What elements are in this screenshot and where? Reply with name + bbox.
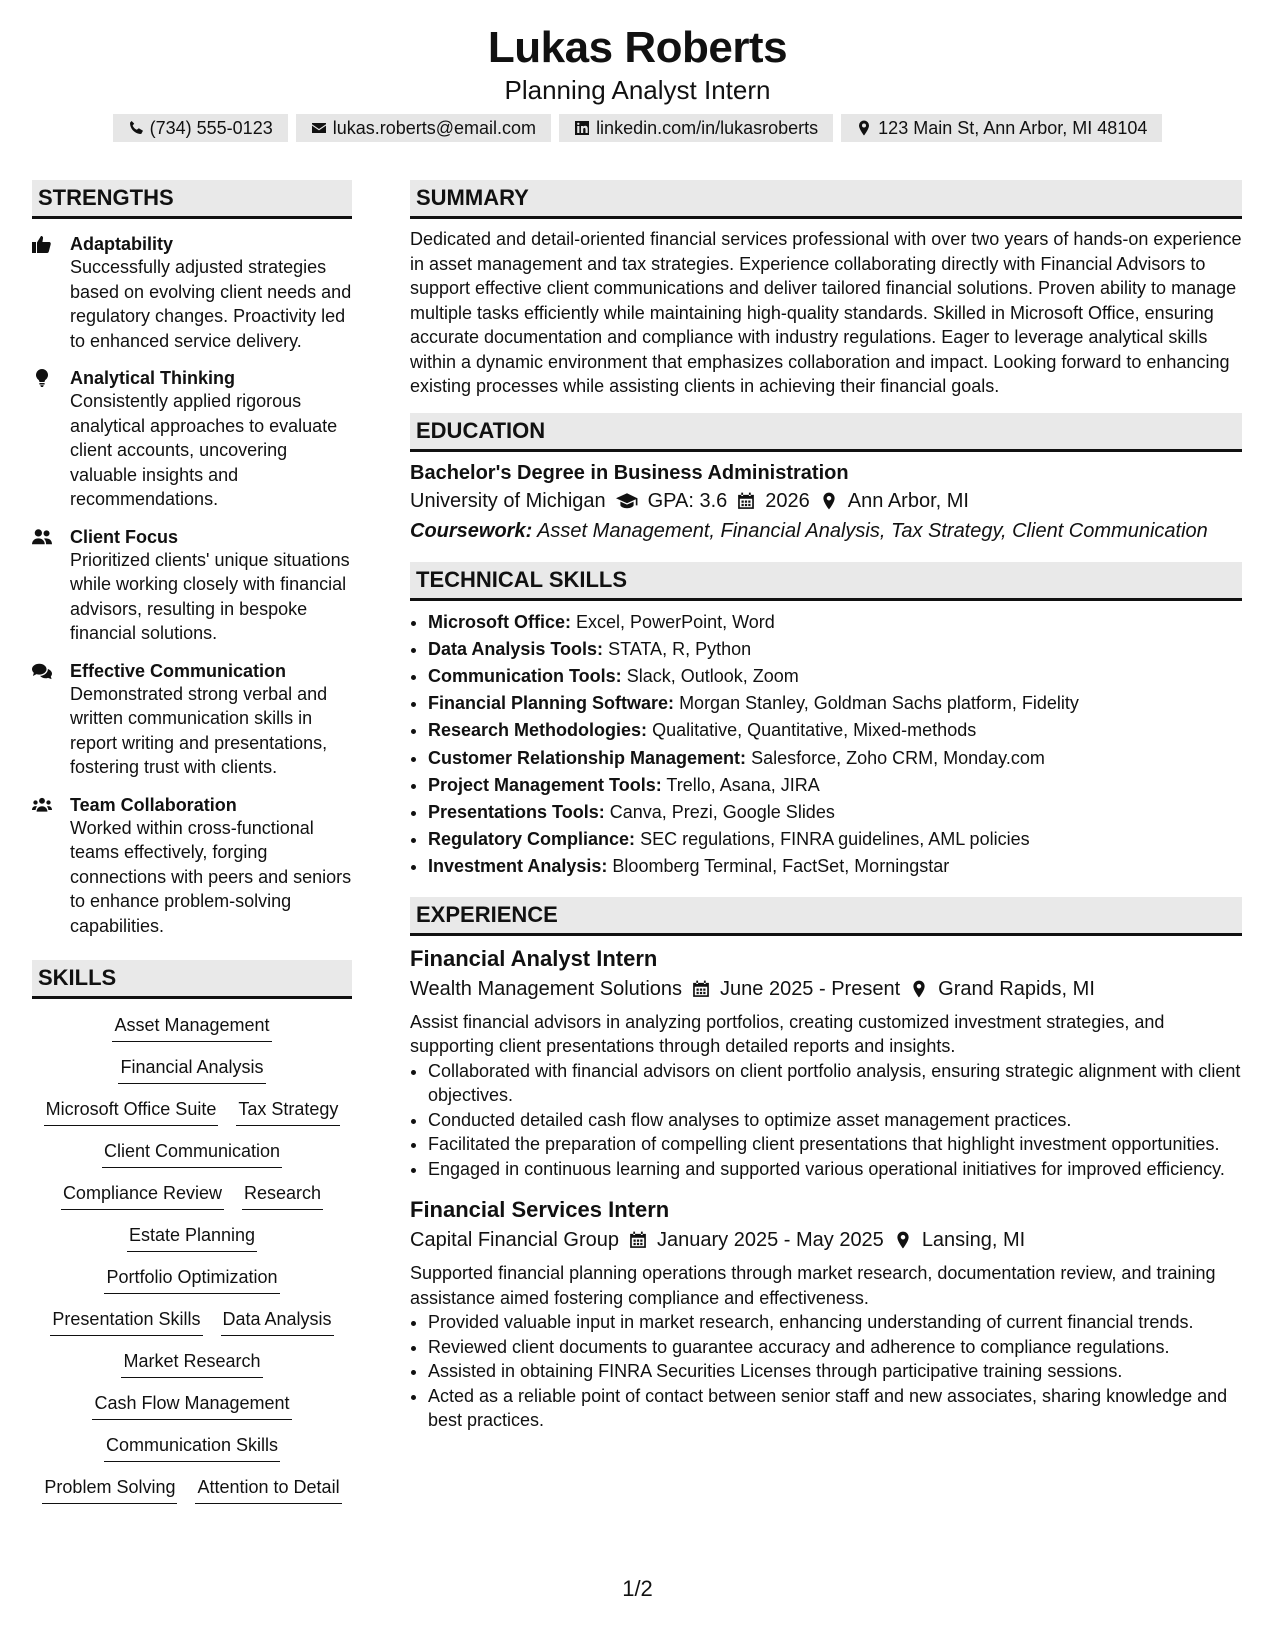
skill-tag: Financial Analysis <box>118 1055 265 1084</box>
gpa-text: GPA: 3.6 <box>647 489 728 512</box>
strengths-heading: STRENGTHS <box>32 180 352 219</box>
page-number: 1/2 <box>622 1576 653 1601</box>
tech-skill-item <box>428 799 1242 826</box>
envelope-icon <box>311 120 327 136</box>
strength-title: Analytical Thinking <box>70 368 236 388</box>
map-pin-icon <box>856 120 872 136</box>
map-pin-icon <box>894 1231 912 1249</box>
tech-skill-value: Salesforce, Zoho CRM, Monday.com <box>751 747 1045 768</box>
contact-linkedin[interactable] <box>559 114 833 142</box>
skill-tag: Microsoft Office Suite <box>44 1097 219 1126</box>
skill-tag: Asset Management <box>112 1013 271 1042</box>
tech-skill-value: Slack, Outlook, Zoom <box>626 665 799 686</box>
job-description: Assist financial advisors in analyzing portfolios, creating customized investment strategies, and supporting client presentations through detailed reports and insights. <box>410 1011 1165 1057</box>
phone-text: (734) 555-0123 <box>149 118 273 138</box>
contact-email[interactable] <box>296 114 551 142</box>
skills-heading: SKILLS <box>32 960 352 999</box>
job-bullet: • Conducted detailed cash flow analyses to optimize asset management practices. <box>428 1108 1242 1133</box>
strength-title: Client Focus <box>70 526 179 547</box>
job-bullet: • Facilitated the preparation of compelling client presentations that highlight investment opportunities. <box>428 1132 1242 1157</box>
users-icon <box>32 528 52 546</box>
map-pin-icon <box>910 980 928 998</box>
tech-skill-item <box>428 745 1242 772</box>
coursework-label: Coursework: <box>410 519 533 542</box>
technical-skills-list <box>410 609 1242 881</box>
tech-skill-label: Financial Planning Software: <box>428 693 675 714</box>
strength-title: Adaptability <box>70 234 174 254</box>
skill-tag: Market Research <box>121 1349 262 1378</box>
strength-desc: Demonstrated strong verbal and written communication skills in report writing and presentations, fostering trust with clients. <box>70 683 328 777</box>
strength-item <box>32 526 352 646</box>
phone-icon <box>128 120 144 136</box>
skills-list <box>32 1013 352 1504</box>
job-entry <box>410 944 1242 1182</box>
skill-tag: Portfolio Optimization <box>104 1265 279 1294</box>
contact-phone[interactable] <box>113 114 288 142</box>
tech-skill-label: Data Analysis Tools: <box>428 638 604 659</box>
map-pin-icon <box>820 492 838 510</box>
tech-skill-value: Morgan Stanley, Goldman Sachs platform, Fidelity <box>679 693 1079 714</box>
education-heading: EDUCATION <box>410 413 1242 452</box>
skill-tag: Tax Strategy <box>236 1097 340 1126</box>
job-bullet: • Provided valuable input in market research, enhancing understanding of current financial trends. <box>428 1310 1242 1335</box>
job-meta <box>410 974 1242 1004</box>
tech-skill-value: Canva, Prezi, Google Slides <box>609 801 835 822</box>
contact-bar <box>0 114 1275 142</box>
education-meta <box>410 486 1242 516</box>
job-bullet: • Engaged in continuous learning and supported various operational initiatives for improved efficiency. <box>428 1157 1242 1182</box>
technical-skills-heading: TECHNICAL SKILLS <box>410 562 1242 601</box>
job-dates: January 2025 - May 2025 <box>657 1229 884 1252</box>
job-location: Grand Rapids, MI <box>938 977 1095 1000</box>
strength-desc: Successfully adjusted strategies based on evolving client needs and regulatory changes. Proactivity led to enhanced service delivery. <box>70 257 352 351</box>
tech-skill-value: Bloomberg Terminal, FactSet, Morningstar <box>612 856 950 877</box>
tech-skill-value: STATA, R, Python <box>608 638 752 659</box>
strength-desc: Prioritized clients' unique situations while working closely with financial advisors, resulting in bespoke financial solutions. <box>70 549 350 643</box>
job-bullets <box>410 1059 1242 1182</box>
graduation-year: 2026 <box>765 489 810 512</box>
skill-tag: Problem Solving <box>42 1475 177 1504</box>
tech-skill-label: Customer Relationship Management: <box>428 747 747 768</box>
left-column <box>32 180 352 1504</box>
school-name: University of Michigan <box>410 489 606 512</box>
tech-skill-label: Communication Tools: <box>428 665 622 686</box>
coursework-list: Asset Management, Financial Analysis, Tax Strategy, Client Communication <box>537 519 1208 542</box>
job-bullet: • Reviewed client documents to guarantee accuracy and adherence to compliance regulations. <box>428 1335 1242 1360</box>
strength-title: Team Collaboration <box>70 794 237 815</box>
skill-tag: Client Communication <box>102 1139 282 1168</box>
right-column <box>410 180 1242 1433</box>
tech-skill-label: Project Management Tools: <box>428 774 662 795</box>
job-entry <box>410 1195 1242 1433</box>
graduation-cap-icon <box>616 492 638 510</box>
tech-skill-item <box>428 609 1242 636</box>
tech-skill-value: SEC regulations, FINRA guidelines, AML policies <box>640 829 1030 850</box>
calendar-icon <box>692 980 710 998</box>
tech-skill-item <box>428 717 1242 744</box>
job-title: Financial Analyst Intern <box>410 945 658 971</box>
skill-tag: Estate Planning <box>127 1223 257 1252</box>
skill-tag: Research <box>242 1181 323 1210</box>
tech-skill-value: Qualitative, Quantitative, Mixed-methods <box>652 720 977 741</box>
job-meta <box>410 1225 1242 1255</box>
skill-tag: Attention to Detail <box>195 1475 341 1504</box>
tech-skill-item <box>428 772 1242 799</box>
resume-header <box>0 0 1275 142</box>
school-location: Ann Arbor, MI <box>847 489 969 512</box>
job-bullet: • Collaborated with financial advisors on client portfolio analysis, ensuring strategic alignment with client objectives. <box>428 1059 1242 1108</box>
tech-skill-item <box>428 853 1242 880</box>
address-text: 123 Main St, Ann Arbor, MI 48104 <box>878 118 1148 138</box>
job-bullet: • Acted as a reliable point of contact between senior staff and new associates, sharing knowledge and best practices. <box>428 1384 1242 1433</box>
strength-item <box>32 794 352 939</box>
coursework <box>410 516 1242 546</box>
job-dates: June 2025 - Present <box>720 977 901 1000</box>
skill-tag: Compliance Review <box>61 1181 224 1210</box>
lightbulb-icon <box>32 369 52 387</box>
tech-skill-item <box>428 690 1242 717</box>
tech-skill-item <box>428 826 1242 853</box>
strength-item <box>32 367 352 512</box>
contact-address <box>841 114 1162 142</box>
job-description: Supported financial planning operations through market research, documentation review, and training assistance aimed fostering compliance and effectiveness. <box>410 1263 1216 1308</box>
skill-tag: Data Analysis <box>221 1307 334 1336</box>
summary-heading: SUMMARY <box>410 180 1242 219</box>
tech-skill-label: Presentations Tools: <box>428 801 605 822</box>
comments-icon <box>32 662 52 680</box>
tech-skill-label: Research Methodologies: <box>428 720 648 741</box>
linkedin-icon <box>574 120 590 136</box>
strength-desc: Worked within cross-functional teams effectively, forging connections with peers and seniors to enhance problem-solving capabilities. <box>70 817 352 936</box>
tech-skill-value: Trello, Asana, JIRA <box>666 774 820 795</box>
experience-heading: EXPERIENCE <box>410 897 1242 936</box>
tech-skill-label: Regulatory Compliance: <box>428 829 636 850</box>
company-name: Wealth Management Solutions <box>410 977 683 1000</box>
skill-tag: Presentation Skills <box>50 1307 202 1336</box>
tech-skill-item <box>428 636 1242 663</box>
email-text: lukas.roberts@email.com <box>332 118 537 138</box>
candidate-title: Planning Analyst Intern <box>504 75 771 105</box>
job-bullet: • Assisted in obtaining FINRA Securities Licenses through participative training sessions. <box>428 1359 1242 1384</box>
tech-skill-item <box>428 663 1242 690</box>
job-bullets <box>410 1310 1242 1433</box>
job-location: Lansing, MI <box>921 1229 1026 1252</box>
tech-skill-label: Microsoft Office: <box>428 611 572 632</box>
tech-skill-value: Excel, PowerPoint, Word <box>576 611 775 632</box>
team-icon <box>32 796 52 814</box>
candidate-name: Lukas Roberts <box>487 23 788 72</box>
strength-desc: Consistently applied rigorous analytical approaches to evaluate client accounts, uncovering valuable insights and recommendations. <box>70 391 338 509</box>
strength-title: Effective Communication <box>70 660 287 681</box>
calendar-icon <box>629 1231 647 1249</box>
degree-title: Bachelor's Degree in Business Administration <box>410 461 849 484</box>
strength-item <box>32 660 352 780</box>
company-name: Capital Financial Group <box>410 1229 619 1252</box>
skill-tag: Communication Skills <box>104 1433 280 1462</box>
skill-tag: Cash Flow Management <box>92 1391 291 1420</box>
tech-skill-label: Investment Analysis: <box>428 856 608 877</box>
calendar-icon <box>737 492 755 510</box>
strength-item <box>32 233 352 353</box>
summary-text: Dedicated and detail-oriented financial services professional with over two years of hands-on experience in asset management and tax strategies. Experience collaborating directly with Financial Advisors to support effective client communications and deliver tailored financial solutions. Proven ability to manage multiple tasks efficiently while maintaining high-quality standards. Skilled in Microsoft Office, ensuring accurate documentation and compliance with industry regulations. Eager to leverage analytical skills within a dynamic environment that emphasizes collaboration and impact. Looking forward to enhancing existing processes while assisting clients in achieving their financial goals. <box>410 229 1242 396</box>
linkedin-text: linkedin.com/in/lukasroberts <box>596 118 819 138</box>
thumbs-up-icon <box>32 235 52 253</box>
job-title: Financial Services Intern <box>410 1197 670 1223</box>
